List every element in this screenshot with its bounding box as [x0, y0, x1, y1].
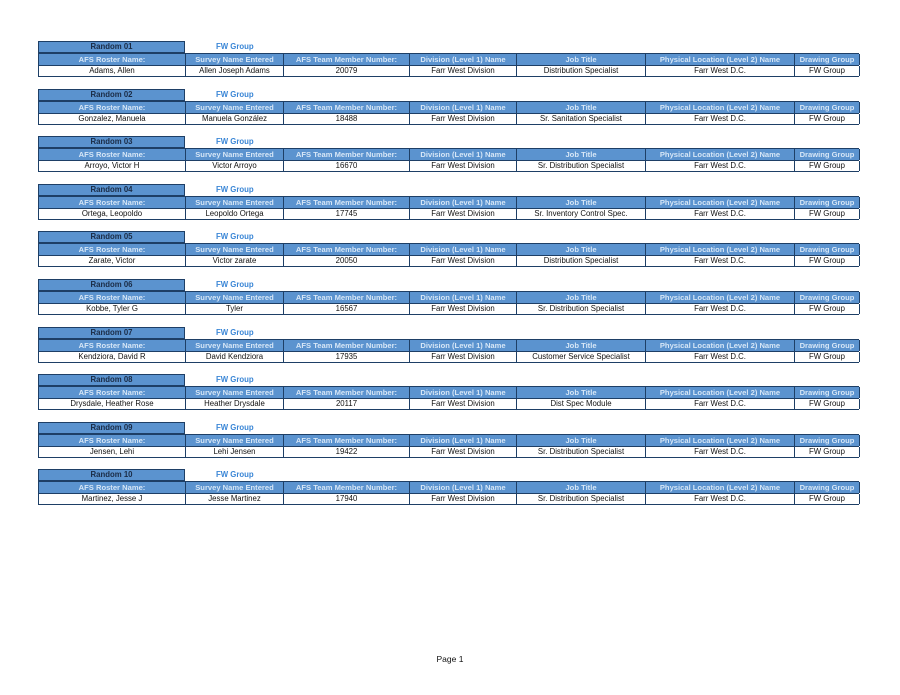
table-row — [38, 65, 859, 77]
group-title-row — [38, 184, 859, 196]
cell-location-name: Farr West D.C. — [646, 209, 795, 219]
cell-location-name: Farr West D.C. — [646, 494, 795, 504]
group-title-row — [38, 231, 859, 243]
random-title: Random 06 — [38, 279, 185, 291]
spreadsheet-page — [38, 41, 859, 517]
group-title-row — [38, 374, 859, 386]
table-row — [38, 493, 859, 505]
header-job-title: Job Title — [517, 244, 646, 255]
cell-survey-name: David Kendziora — [186, 352, 284, 362]
header-division-name: Division (Level 1) Name — [410, 292, 517, 303]
header-location-name: Physical Location (Level 2) Name — [646, 482, 795, 493]
column-header-row — [38, 148, 859, 160]
header-survey-name: Survey Name Entered — [186, 149, 284, 160]
table-row — [38, 303, 859, 315]
group-title-row — [38, 136, 859, 148]
cell-member-number: 17935 — [284, 352, 410, 362]
header-location-name: Physical Location (Level 2) Name — [646, 435, 795, 446]
cell-division-name: Farr West Division — [410, 256, 517, 266]
cell-division-name: Farr West Division — [410, 352, 517, 362]
header-location-name: Physical Location (Level 2) Name — [646, 340, 795, 351]
table-row — [38, 446, 859, 458]
header-location-name: Physical Location (Level 2) Name — [646, 292, 795, 303]
header-location-name: Physical Location (Level 2) Name — [646, 149, 795, 160]
cell-job-title: Dist Spec Module — [517, 399, 646, 409]
random-group — [38, 422, 859, 458]
header-drawing-group: Drawing Group — [795, 54, 860, 65]
cell-roster-name: Zarate, Victor — [39, 256, 186, 266]
random-title: Random 07 — [38, 327, 185, 339]
column-header-row — [38, 53, 859, 65]
header-drawing-group: Drawing Group — [795, 149, 860, 160]
group-title-row — [38, 469, 859, 481]
cell-division-name: Farr West Division — [410, 494, 517, 504]
cell-survey-name: Leopoldo Ortega — [186, 209, 284, 219]
header-division-name: Division (Level 1) Name — [410, 340, 517, 351]
random-group — [38, 327, 859, 363]
cell-division-name: Farr West Division — [410, 447, 517, 457]
header-job-title: Job Title — [517, 340, 646, 351]
table-row — [38, 398, 859, 410]
header-division-name: Division (Level 1) Name — [410, 149, 517, 160]
header-roster-name: AFS Roster Name: — [39, 435, 186, 446]
cell-member-number: 17745 — [284, 209, 410, 219]
header-location-name: Physical Location (Level 2) Name — [646, 244, 795, 255]
header-job-title: Job Title — [517, 482, 646, 493]
header-roster-name: AFS Roster Name: — [39, 149, 186, 160]
header-member-number: AFS Team Member Number: — [284, 244, 410, 255]
column-header-row — [38, 291, 859, 303]
header-survey-name: Survey Name Entered — [186, 244, 284, 255]
cell-division-name: Farr West Division — [410, 114, 517, 124]
cell-drawing-group: FW Group — [795, 66, 860, 76]
header-job-title: Job Title — [517, 54, 646, 65]
header-division-name: Division (Level 1) Name — [410, 54, 517, 65]
page-number: Page 1 — [436, 654, 464, 664]
group-label: FW Group — [216, 327, 254, 337]
cell-roster-name: Adams, Allen — [39, 66, 186, 76]
header-roster-name: AFS Roster Name: — [39, 292, 186, 303]
header-member-number: AFS Team Member Number: — [284, 54, 410, 65]
cell-division-name: Farr West Division — [410, 161, 517, 171]
random-title: Random 10 — [38, 469, 185, 481]
table-row — [38, 255, 859, 267]
cell-member-number: 20050 — [284, 256, 410, 266]
cell-job-title: Sr. Distribution Specialist — [517, 304, 646, 314]
cell-member-number: 17940 — [284, 494, 410, 504]
cell-location-name: Farr West D.C. — [646, 161, 795, 171]
column-header-row — [38, 434, 859, 446]
cell-job-title: Sr. Distribution Specialist — [517, 161, 646, 171]
header-division-name: Division (Level 1) Name — [410, 482, 517, 493]
column-header-row — [38, 196, 859, 208]
header-location-name: Physical Location (Level 2) Name — [646, 197, 795, 208]
header-job-title: Job Title — [517, 292, 646, 303]
random-group — [38, 469, 859, 505]
group-label: FW Group — [216, 232, 254, 242]
cell-location-name: Farr West D.C. — [646, 447, 795, 457]
random-group — [38, 279, 859, 315]
cell-division-name: Farr West Division — [410, 209, 517, 219]
header-member-number: AFS Team Member Number: — [284, 149, 410, 160]
cell-roster-name: Kendziora, David R — [39, 352, 186, 362]
column-header-row — [38, 101, 859, 113]
header-location-name: Physical Location (Level 2) Name — [646, 54, 795, 65]
cell-job-title: Customer Service Specialist — [517, 352, 646, 362]
random-group — [38, 136, 859, 172]
table-row — [38, 113, 859, 125]
cell-roster-name: Arroyo, Victor H — [39, 161, 186, 171]
group-label: FW Group — [216, 137, 254, 147]
group-title-row — [38, 422, 859, 434]
header-roster-name: AFS Roster Name: — [39, 54, 186, 65]
header-job-title: Job Title — [517, 149, 646, 160]
random-group — [38, 374, 859, 410]
cell-drawing-group: FW Group — [795, 352, 860, 362]
header-member-number: AFS Team Member Number: — [284, 387, 410, 398]
header-job-title: Job Title — [517, 387, 646, 398]
header-drawing-group: Drawing Group — [795, 244, 860, 255]
header-drawing-group: Drawing Group — [795, 387, 860, 398]
header-member-number: AFS Team Member Number: — [284, 197, 410, 208]
header-division-name: Division (Level 1) Name — [410, 197, 517, 208]
cell-division-name: Farr West Division — [410, 399, 517, 409]
cell-member-number: 16567 — [284, 304, 410, 314]
cell-location-name: Farr West D.C. — [646, 352, 795, 362]
random-group — [38, 41, 859, 77]
header-job-title: Job Title — [517, 197, 646, 208]
header-drawing-group: Drawing Group — [795, 482, 860, 493]
cell-survey-name: Manuela González — [186, 114, 284, 124]
cell-survey-name: Tyler — [186, 304, 284, 314]
header-roster-name: AFS Roster Name: — [39, 197, 186, 208]
cell-division-name: Farr West Division — [410, 304, 517, 314]
cell-survey-name: Victor zarate — [186, 256, 284, 266]
cell-job-title: Distribution Specialist — [517, 256, 646, 266]
group-label: FW Group — [216, 375, 254, 385]
cell-roster-name: Kobbe, Tyler G — [39, 304, 186, 314]
random-title: Random 05 — [38, 231, 185, 243]
random-group — [38, 89, 859, 125]
cell-job-title: Sr. Sanitation Specialist — [517, 114, 646, 124]
cell-member-number: 20079 — [284, 66, 410, 76]
header-survey-name: Survey Name Entered — [186, 340, 284, 351]
header-survey-name: Survey Name Entered — [186, 387, 284, 398]
cell-drawing-group: FW Group — [795, 304, 860, 314]
cell-drawing-group: FW Group — [795, 161, 860, 171]
cell-member-number: 18488 — [284, 114, 410, 124]
cell-member-number: 19422 — [284, 447, 410, 457]
header-survey-name: Survey Name Entered — [186, 435, 284, 446]
header-location-name: Physical Location (Level 2) Name — [646, 102, 795, 113]
group-title-row — [38, 279, 859, 291]
cell-division-name: Farr West Division — [410, 66, 517, 76]
group-title-row — [38, 327, 859, 339]
random-groups — [38, 41, 859, 505]
cell-roster-name: Ortega, Leopoldo — [39, 209, 186, 219]
group-label: FW Group — [216, 184, 254, 194]
group-label: FW Group — [216, 89, 254, 99]
cell-job-title: Sr. Inventory Control Spec. — [517, 209, 646, 219]
header-roster-name: AFS Roster Name: — [39, 340, 186, 351]
header-roster-name: AFS Roster Name: — [39, 244, 186, 255]
header-roster-name: AFS Roster Name: — [39, 102, 186, 113]
cell-roster-name: Jensen, Lehi — [39, 447, 186, 457]
random-title: Random 09 — [38, 422, 185, 434]
cell-drawing-group: FW Group — [795, 114, 860, 124]
header-survey-name: Survey Name Entered — [186, 102, 284, 113]
column-header-row — [38, 243, 859, 255]
column-header-row — [38, 339, 859, 351]
header-member-number: AFS Team Member Number: — [284, 102, 410, 113]
cell-job-title: Sr. Distribution Specialist — [517, 494, 646, 504]
header-drawing-group: Drawing Group — [795, 340, 860, 351]
header-division-name: Division (Level 1) Name — [410, 435, 517, 446]
header-roster-name: AFS Roster Name: — [39, 387, 186, 398]
header-location-name: Physical Location (Level 2) Name — [646, 387, 795, 398]
group-title-row — [38, 41, 859, 53]
cell-location-name: Farr West D.C. — [646, 399, 795, 409]
table-row — [38, 351, 859, 363]
header-survey-name: Survey Name Entered — [186, 292, 284, 303]
cell-member-number: 20117 — [284, 399, 410, 409]
header-member-number: AFS Team Member Number: — [284, 340, 410, 351]
cell-roster-name: Drysdale, Heather Rose — [39, 399, 186, 409]
cell-survey-name: Victor Arroyo — [186, 161, 284, 171]
cell-survey-name: Jesse Martinez — [186, 494, 284, 504]
cell-survey-name: Lehi Jensen — [186, 447, 284, 457]
cell-drawing-group: FW Group — [795, 494, 860, 504]
header-drawing-group: Drawing Group — [795, 435, 860, 446]
header-member-number: AFS Team Member Number: — [284, 435, 410, 446]
cell-drawing-group: FW Group — [795, 447, 860, 457]
header-job-title: Job Title — [517, 435, 646, 446]
group-label: FW Group — [216, 279, 254, 289]
random-title: Random 02 — [38, 89, 185, 101]
table-row — [38, 160, 859, 172]
header-drawing-group: Drawing Group — [795, 102, 860, 113]
group-label: FW Group — [216, 42, 254, 51]
group-label: FW Group — [216, 422, 254, 432]
header-division-name: Division (Level 1) Name — [410, 102, 517, 113]
random-title: Random 01 — [38, 41, 185, 53]
random-title: Random 08 — [38, 374, 185, 386]
column-header-row — [38, 386, 859, 398]
cell-survey-name: Heather Drysdale — [186, 399, 284, 409]
column-header-row — [38, 481, 859, 493]
cell-roster-name: Gonzalez, Manuela — [39, 114, 186, 124]
random-title: Random 03 — [38, 136, 185, 148]
table-row — [38, 208, 859, 220]
header-survey-name: Survey Name Entered — [186, 197, 284, 208]
header-survey-name: Survey Name Entered — [186, 482, 284, 493]
cell-job-title: Sr. Distribution Specialist — [517, 447, 646, 457]
header-division-name: Division (Level 1) Name — [410, 244, 517, 255]
group-title-row — [38, 89, 859, 101]
cell-location-name: Farr West D.C. — [646, 66, 795, 76]
cell-roster-name: Martinez, Jesse J — [39, 494, 186, 504]
header-job-title: Job Title — [517, 102, 646, 113]
random-group — [38, 231, 859, 267]
cell-drawing-group: FW Group — [795, 256, 860, 266]
header-drawing-group: Drawing Group — [795, 292, 860, 303]
header-survey-name: Survey Name Entered — [186, 54, 284, 65]
header-division-name: Division (Level 1) Name — [410, 387, 517, 398]
header-drawing-group: Drawing Group — [795, 197, 860, 208]
cell-member-number: 16670 — [284, 161, 410, 171]
random-group — [38, 184, 859, 220]
header-member-number: AFS Team Member Number: — [284, 482, 410, 493]
cell-drawing-group: FW Group — [795, 399, 860, 409]
header-roster-name: AFS Roster Name: — [39, 482, 186, 493]
group-label: FW Group — [216, 470, 254, 480]
cell-location-name: Farr West D.C. — [646, 304, 795, 314]
cell-drawing-group: FW Group — [795, 209, 860, 219]
cell-location-name: Farr West D.C. — [646, 114, 795, 124]
header-member-number: AFS Team Member Number: — [284, 292, 410, 303]
cell-job-title: Distribution Specialist — [517, 66, 646, 76]
random-title: Random 04 — [38, 184, 185, 196]
cell-survey-name: Allen Joseph Adams — [186, 66, 284, 76]
cell-location-name: Farr West D.C. — [646, 256, 795, 266]
